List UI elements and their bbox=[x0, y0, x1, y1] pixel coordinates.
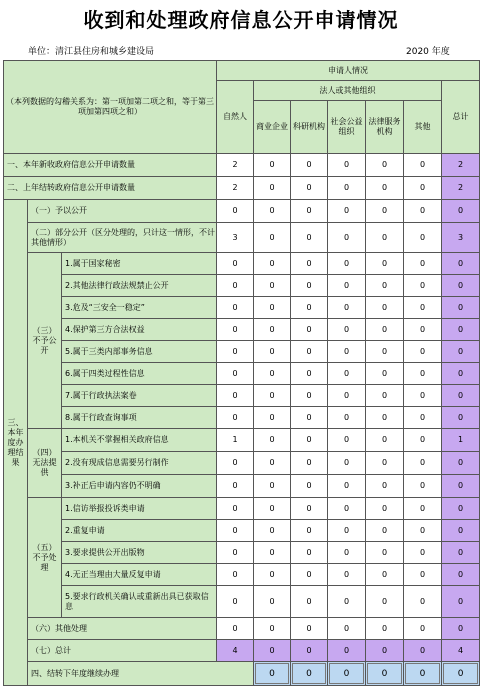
cell-total: 0 bbox=[442, 253, 480, 275]
header-total: 总计 bbox=[442, 81, 480, 154]
cell-natural-person: 0 bbox=[217, 498, 254, 520]
cell-public-welfare: 0 bbox=[328, 363, 366, 385]
cell-public-welfare: 0 bbox=[328, 429, 366, 452]
cell-other: 0 bbox=[404, 363, 442, 385]
cell-natural-person: 0 bbox=[217, 253, 254, 275]
cell-total: 0 bbox=[442, 564, 480, 586]
cell-other: 0 bbox=[404, 586, 442, 618]
cell-public-welfare: 0 bbox=[328, 253, 366, 275]
row-label: 二、上年结转政府信息公开申请数量 bbox=[4, 177, 217, 200]
cell-business: 0 bbox=[254, 520, 291, 542]
cell-value: 0 bbox=[405, 663, 440, 684]
cell-natural-person: 0 bbox=[217, 319, 254, 341]
cell-legal-service: 0 bbox=[366, 341, 404, 363]
table-row bbox=[4, 586, 480, 618]
cell-value: 0 bbox=[329, 663, 364, 684]
cell-natural-person: 0 bbox=[217, 520, 254, 542]
cell-research: 0 bbox=[291, 297, 328, 319]
row-label: 4.无正当理由大量反复申请 bbox=[62, 564, 217, 586]
cell-other: 0 bbox=[404, 297, 442, 319]
cell-natural-person: 4 bbox=[217, 640, 254, 662]
cell-research: 0 bbox=[291, 341, 328, 363]
cell-natural-person: 0 bbox=[217, 363, 254, 385]
table-row bbox=[4, 223, 480, 253]
cell-other: 0 bbox=[404, 200, 442, 223]
cell-business: 0 bbox=[254, 407, 291, 429]
table-row bbox=[4, 319, 480, 341]
cell-legal-service: 0 bbox=[366, 429, 404, 452]
cell-public-welfare: 0 bbox=[328, 223, 366, 253]
group-label: （五）不予处理 bbox=[28, 498, 62, 618]
cell-public-welfare: 0 bbox=[328, 385, 366, 407]
row-label: 8.属于行政查询事项 bbox=[62, 407, 217, 429]
cell-public-welfare: 0 bbox=[328, 297, 366, 319]
cell-other: 0 bbox=[404, 618, 442, 640]
cell-other: 0 bbox=[404, 429, 442, 452]
table-row bbox=[4, 640, 480, 662]
cell-research: 0 bbox=[291, 520, 328, 542]
cell-research: 0 bbox=[291, 475, 328, 498]
cell-other: 0 bbox=[404, 520, 442, 542]
header-org-research: 科研机构 bbox=[291, 101, 328, 154]
cell-value: 0 bbox=[367, 663, 402, 684]
cell-other: 0 bbox=[404, 564, 442, 586]
cell-legal-service: 0 bbox=[366, 319, 404, 341]
cell-total: 0 bbox=[442, 542, 480, 564]
cell-other: 0 bbox=[404, 319, 442, 341]
cell-legal-service: 0 bbox=[366, 275, 404, 297]
table-row bbox=[4, 520, 480, 542]
cell-business: 0 bbox=[254, 498, 291, 520]
cell-legal-service: 0 bbox=[366, 520, 404, 542]
cell-legal-service: 0 bbox=[366, 407, 404, 429]
cell-business: 0 bbox=[254, 542, 291, 564]
cell-total: 0 bbox=[442, 275, 480, 297]
unit-label: 单位：清江县住房和城乡建设局 bbox=[28, 47, 155, 57]
cell-value: 0 bbox=[292, 663, 326, 684]
cell-business: 0 bbox=[254, 385, 291, 407]
cell-research: 0 bbox=[291, 640, 328, 662]
cell-legal-service bbox=[404, 662, 442, 686]
cell-business: 0 bbox=[254, 640, 291, 662]
cell-other: 0 bbox=[404, 475, 442, 498]
cell-legal-service: 0 bbox=[366, 475, 404, 498]
section3-label: 三、本年度办理结果 bbox=[4, 200, 28, 686]
cell-legal-service: 0 bbox=[366, 385, 404, 407]
cell-other: 0 bbox=[404, 177, 442, 200]
row-label: 1.信访举报投诉类申请 bbox=[62, 498, 217, 520]
cell-natural-person: 0 bbox=[217, 275, 254, 297]
cell-business: 0 bbox=[254, 177, 291, 200]
cell-total: 0 bbox=[442, 498, 480, 520]
cell-natural-person: 0 bbox=[217, 564, 254, 586]
cell-natural-person: 2 bbox=[217, 154, 254, 177]
cell-natural-person: 0 bbox=[217, 407, 254, 429]
cell-value: 0 bbox=[255, 663, 289, 684]
cell-other: 0 bbox=[404, 542, 442, 564]
header-legal: 法人或其他组织 bbox=[254, 81, 442, 101]
cell-other: 0 bbox=[404, 640, 442, 662]
cell-total: 3 bbox=[442, 223, 480, 253]
cell-natural-person: 0 bbox=[217, 297, 254, 319]
cell-research bbox=[328, 662, 366, 686]
cell-research: 0 bbox=[291, 564, 328, 586]
table-row bbox=[4, 297, 480, 319]
cell-legal-service: 0 bbox=[366, 154, 404, 177]
cell-business: 0 bbox=[254, 253, 291, 275]
cell-research: 0 bbox=[291, 200, 328, 223]
header-org-public-welfare: 社会公益组织 bbox=[328, 101, 366, 154]
table-row bbox=[4, 498, 480, 520]
cell-business: 0 bbox=[254, 618, 291, 640]
cell-research: 0 bbox=[291, 452, 328, 475]
cell-other: 0 bbox=[404, 452, 442, 475]
row-label: 1.本机关不掌握相关政府信息 bbox=[62, 429, 217, 452]
header-applicant: 申请人情况 bbox=[217, 61, 480, 81]
cell-business bbox=[291, 662, 328, 686]
cell-legal-service: 0 bbox=[366, 542, 404, 564]
cell-legal-service: 0 bbox=[366, 363, 404, 385]
cell-natural-person: 0 bbox=[217, 341, 254, 363]
cell-public-welfare bbox=[366, 662, 404, 686]
cell-research: 0 bbox=[291, 542, 328, 564]
row-label: 3.要求提供公开出版物 bbox=[62, 542, 217, 564]
header-org-other: 其他 bbox=[404, 101, 442, 154]
cell-total: 0 bbox=[442, 363, 480, 385]
cell-business: 0 bbox=[254, 429, 291, 452]
cell-other: 0 bbox=[404, 407, 442, 429]
cell-public-welfare: 0 bbox=[328, 200, 366, 223]
cell-public-welfare: 0 bbox=[328, 498, 366, 520]
header-natural-person: 自然人 bbox=[217, 81, 254, 154]
cell-natural-person: 0 bbox=[217, 200, 254, 223]
row-label: 5.要求行政机关确认或重新出具已获取信息 bbox=[62, 586, 217, 618]
table-row bbox=[4, 429, 480, 452]
cell-research: 0 bbox=[291, 275, 328, 297]
cell-public-welfare: 0 bbox=[328, 154, 366, 177]
cell-total: 4 bbox=[442, 640, 480, 662]
cell-legal-service: 0 bbox=[366, 177, 404, 200]
table-row bbox=[4, 407, 480, 429]
cell-other: 0 bbox=[404, 385, 442, 407]
cell-research: 0 bbox=[291, 618, 328, 640]
cell-legal-service: 0 bbox=[366, 564, 404, 586]
table-row bbox=[4, 177, 480, 200]
cell-research: 0 bbox=[291, 429, 328, 452]
row-label: 5.属于三类内部事务信息 bbox=[62, 341, 217, 363]
year-label: 2020 年度 bbox=[406, 47, 450, 57]
cell-total: 0 bbox=[442, 586, 480, 618]
cell-public-welfare: 0 bbox=[328, 475, 366, 498]
cell-public-welfare: 0 bbox=[328, 542, 366, 564]
cell-research: 0 bbox=[291, 253, 328, 275]
cell-business: 0 bbox=[254, 363, 291, 385]
cell-public-welfare: 0 bbox=[328, 564, 366, 586]
cell-research: 0 bbox=[291, 177, 328, 200]
cell-natural-person: 0 bbox=[217, 542, 254, 564]
row-label: 2.其他法律行政法规禁止公开 bbox=[62, 275, 217, 297]
cell-public-welfare: 0 bbox=[328, 341, 366, 363]
row-label: （七）总计 bbox=[28, 640, 217, 662]
row-label: 6.属于四类过程性信息 bbox=[62, 363, 217, 385]
header-note: （本列数据的勾稽关系为：第一项加第二项之和，等于第三项加第四项之和） bbox=[4, 61, 217, 154]
table-row bbox=[4, 200, 480, 223]
cell-business: 0 bbox=[254, 297, 291, 319]
row-label: 一、本年新收政府信息公开申请数量 bbox=[4, 154, 217, 177]
cell-total: 0 bbox=[442, 297, 480, 319]
cell-business: 0 bbox=[254, 275, 291, 297]
cell-legal-service: 0 bbox=[366, 640, 404, 662]
cell-public-welfare: 0 bbox=[328, 407, 366, 429]
cell-business: 0 bbox=[254, 223, 291, 253]
cell-business: 0 bbox=[254, 452, 291, 475]
cell-total: 0 bbox=[442, 407, 480, 429]
cell-total: 0 bbox=[442, 452, 480, 475]
cell-public-welfare: 0 bbox=[328, 452, 366, 475]
cell-research: 0 bbox=[291, 363, 328, 385]
table-row bbox=[4, 564, 480, 586]
cell-legal-service: 0 bbox=[366, 498, 404, 520]
table-row bbox=[4, 385, 480, 407]
disclosure-table bbox=[3, 60, 480, 686]
row-label: 4.保护第三方合法权益 bbox=[62, 319, 217, 341]
cell-total: 0 bbox=[442, 319, 480, 341]
cell-legal-service: 0 bbox=[366, 452, 404, 475]
cell-other bbox=[442, 662, 480, 686]
cell-natural-person: 2 bbox=[217, 177, 254, 200]
cell-legal-service: 0 bbox=[366, 253, 404, 275]
cell-total: 0 bbox=[442, 520, 480, 542]
table-row bbox=[4, 542, 480, 564]
table-row bbox=[4, 275, 480, 297]
group-label: （四）无法提供 bbox=[28, 429, 62, 498]
cell-business: 0 bbox=[254, 564, 291, 586]
header-org-business: 商业企业 bbox=[254, 101, 291, 154]
table-row bbox=[4, 363, 480, 385]
cell-legal-service: 0 bbox=[366, 223, 404, 253]
cell-business: 0 bbox=[254, 586, 291, 618]
cell-other: 0 bbox=[404, 498, 442, 520]
row-label: 四、结转下年度继续办理 bbox=[28, 662, 254, 686]
header-org-legal-service: 法律服务机构 bbox=[366, 101, 404, 154]
row-label: 1.属于国家秘密 bbox=[62, 253, 217, 275]
cell-research: 0 bbox=[291, 586, 328, 618]
cell-legal-service: 0 bbox=[366, 200, 404, 223]
row-label: （六）其他处理 bbox=[28, 618, 217, 640]
row-label: 3.补正后申请内容仍不明确 bbox=[62, 475, 217, 498]
cell-total: 2 bbox=[442, 177, 480, 200]
cell-research: 0 bbox=[291, 223, 328, 253]
cell-value: 0 bbox=[443, 663, 478, 684]
cell-natural-person: 0 bbox=[217, 385, 254, 407]
cell-natural-person: 0 bbox=[217, 452, 254, 475]
cell-business: 0 bbox=[254, 200, 291, 223]
row-label: 2.没有现成信息需要另行制作 bbox=[62, 452, 217, 475]
cell-public-welfare: 0 bbox=[328, 319, 366, 341]
cell-business: 0 bbox=[254, 319, 291, 341]
cell-other: 0 bbox=[404, 223, 442, 253]
cell-natural-person: 1 bbox=[217, 429, 254, 452]
cell-business: 0 bbox=[254, 341, 291, 363]
table-row bbox=[4, 475, 480, 498]
cell-public-welfare: 0 bbox=[328, 177, 366, 200]
cell-public-welfare: 0 bbox=[328, 640, 366, 662]
cell-total: 0 bbox=[442, 341, 480, 363]
cell-other: 0 bbox=[404, 341, 442, 363]
cell-research: 0 bbox=[291, 385, 328, 407]
table-row bbox=[4, 154, 480, 177]
row-label: （二）部分公开（区分处理的，只计这一情形，不计其他情形） bbox=[28, 223, 217, 253]
group-label: （三）不予公开 bbox=[28, 253, 62, 429]
cell-research: 0 bbox=[291, 498, 328, 520]
cell-research: 0 bbox=[291, 154, 328, 177]
cell-public-welfare: 0 bbox=[328, 586, 366, 618]
cell-total: 0 bbox=[442, 385, 480, 407]
cell-natural-person bbox=[254, 662, 291, 686]
cell-other: 0 bbox=[404, 275, 442, 297]
cell-total: 0 bbox=[442, 618, 480, 640]
cell-natural-person: 0 bbox=[217, 586, 254, 618]
table-row bbox=[4, 341, 480, 363]
cell-total: 1 bbox=[442, 429, 480, 452]
table-row bbox=[4, 452, 480, 475]
cell-business: 0 bbox=[254, 154, 291, 177]
cell-total: 0 bbox=[442, 200, 480, 223]
cell-legal-service: 0 bbox=[366, 297, 404, 319]
table-row bbox=[4, 662, 480, 686]
cell-other: 0 bbox=[404, 253, 442, 275]
cell-public-welfare: 0 bbox=[328, 520, 366, 542]
row-label: 7.属于行政执法案卷 bbox=[62, 385, 217, 407]
cell-total: 0 bbox=[442, 475, 480, 498]
table-row bbox=[4, 618, 480, 640]
row-label: 3.危及“三安全一稳定” bbox=[62, 297, 217, 319]
cell-natural-person: 3 bbox=[217, 223, 254, 253]
cell-business: 0 bbox=[254, 475, 291, 498]
cell-research: 0 bbox=[291, 319, 328, 341]
row-label: （一）予以公开 bbox=[28, 200, 217, 223]
cell-natural-person: 0 bbox=[217, 618, 254, 640]
cell-legal-service: 0 bbox=[366, 618, 404, 640]
cell-legal-service: 0 bbox=[366, 586, 404, 618]
cell-public-welfare: 0 bbox=[328, 275, 366, 297]
table-row bbox=[4, 253, 480, 275]
cell-total: 2 bbox=[442, 154, 480, 177]
row-label: 2.重复申请 bbox=[62, 520, 217, 542]
page-title: 收到和处理政府信息公开申请情况 bbox=[83, 8, 399, 32]
cell-natural-person: 0 bbox=[217, 475, 254, 498]
cell-other: 0 bbox=[404, 154, 442, 177]
cell-public-welfare: 0 bbox=[328, 618, 366, 640]
cell-research: 0 bbox=[291, 407, 328, 429]
